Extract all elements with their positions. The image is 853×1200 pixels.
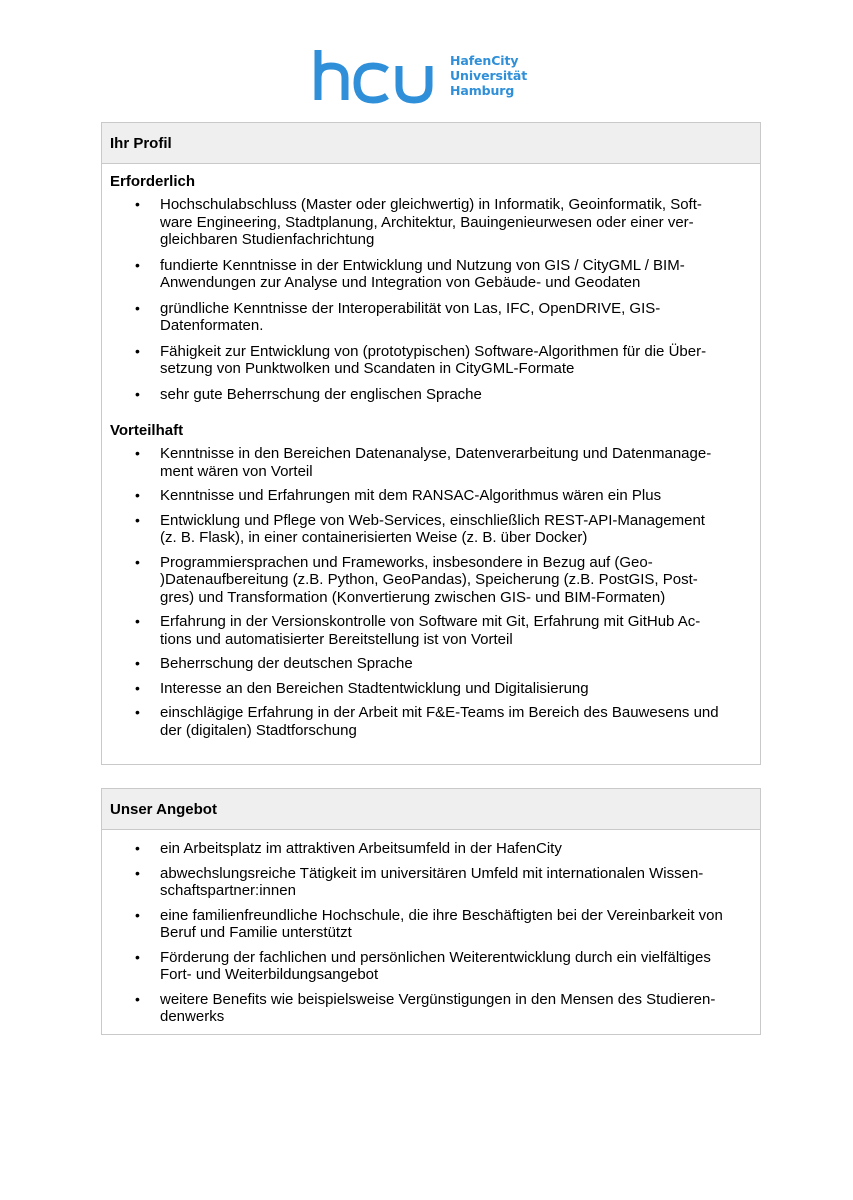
list-item-line: sehr gute Beherrschung der englischen Sprache: [160, 385, 482, 403]
advantage-list: [102, 445, 760, 739]
list-item: [102, 991, 760, 1026]
list-item: [102, 840, 760, 858]
bullet-icon: •: [135, 299, 140, 316]
list-item: [102, 907, 760, 942]
list-item-line: Beherrschung der deutschen Sprache: [160, 655, 413, 672]
list-item-line: einschlägige Erfahrung in der Arbeit mit F&E-Teams im Bereich des Bauwesens und: [160, 704, 719, 721]
bullet-icon: •: [135, 864, 140, 881]
bullet-icon: •: [135, 385, 140, 402]
list-item-line: denwerks: [160, 1008, 225, 1025]
bullet-icon: •: [135, 342, 140, 359]
list-item-line: schaftspartner:innen: [160, 882, 296, 899]
logo-line-3: Hamburg: [450, 83, 515, 98]
bullet-icon: •: [135, 487, 140, 503]
list-item-line: weitere Benefits wie beispielsweise Vergünstigungen in den Mensen des Studieren-: [160, 990, 716, 1008]
list-item: [102, 680, 760, 698]
bullet-icon: •: [135, 840, 140, 856]
required-list: [102, 196, 760, 403]
list-item-line: Kenntnisse und Erfahrungen mit dem RANSAC-Algorithmus wären ein Plus: [160, 487, 662, 504]
list-item-line: Fort- und Weiterbildungsangebot: [160, 966, 379, 983]
list-item-line: Beruf und Familie unterstützt: [160, 924, 352, 941]
bullet-icon: •: [135, 679, 140, 696]
list-item: [102, 554, 760, 607]
list-item: [102, 704, 760, 739]
logo-wordmark: [450, 53, 527, 98]
list-item-line: ein Arbeitsplatz im attraktiven Arbeitsumfeld in der HafenCity: [160, 840, 562, 857]
list-item: [102, 300, 760, 335]
list-item-line: ment wären von Vorteil: [160, 462, 313, 480]
list-item-line: gleichbaren Studienfachrichtung: [160, 231, 375, 248]
list-item-line: )Datenaufbereitung (z.B. Python, GeoPandas), Speicherung (z.B. PostGIS, Post-: [160, 571, 698, 588]
list-item-line: abwechslungsreiche Tätigkeit im universitären Umfeld mit internationalen Wissen-: [160, 864, 704, 882]
list-item-line: setzung von Punktwolken und Scandaten in CityGML-Formate: [160, 360, 575, 377]
list-item: [102, 512, 760, 547]
logo-line-2: Universität: [450, 68, 528, 83]
offer-section-title: Unser Angebot: [102, 789, 760, 830]
bullet-icon: •: [135, 906, 140, 923]
list-item-line: Kenntnisse in den Bereichen Datenanalyse, Datenverarbeitung und Datenmanage-: [160, 445, 712, 462]
list-item-line: (z. B. Flask), in einer containerisierten Weise (z. B. über Docker): [160, 529, 588, 546]
list-item-line: Förderung der fachlichen und persönlichen Weiterentwicklung durch ein vielfältiges: [160, 948, 711, 966]
bullet-icon: •: [135, 613, 140, 629]
list-item: [102, 613, 760, 648]
list-item: [102, 445, 760, 480]
list-item-line: der (digitalen) Stadtforschung: [160, 721, 357, 739]
list-item-line: tions und automatisierter Bereitstellung ist von Vorteil: [160, 630, 513, 648]
list-item-line: gründliche Kenntnisse der Interoperabilität von Las, IFC, OpenDRIVE, GIS-: [160, 299, 661, 317]
bullet-icon: •: [135, 990, 140, 1007]
hcu-logo-mark: [313, 48, 441, 104]
list-item: [102, 386, 760, 404]
list-item-line: Programmiersprachen und Frameworks, insbesondere in Bezug auf (Geo-: [160, 553, 653, 571]
logo-line-1: HafenCity: [450, 53, 519, 68]
bullet-icon: •: [135, 445, 140, 461]
hcu-logo: [313, 48, 528, 106]
bullet-icon: •: [135, 553, 140, 570]
list-item-line: Hochschulabschluss (Master oder gleichwertig) in Informatik, Geoinformatik, Soft-: [160, 196, 702, 213]
list-item-line: Fähigkeit zur Entwicklung von (prototypischen) Software-Algorithmen für die Über-: [160, 342, 707, 360]
profile-section: [101, 122, 761, 765]
list-item: [102, 865, 760, 900]
offer-list: [102, 840, 760, 1026]
bullet-icon: •: [135, 511, 140, 528]
list-item: [102, 487, 760, 505]
list-item-line: fundierte Kenntnisse in der Entwicklung und Nutzung von GIS / CityGML / BIM-: [160, 256, 685, 274]
bullet-icon: •: [135, 948, 140, 965]
required-heading: Erforderlich: [110, 173, 196, 190]
offer-section: [101, 788, 761, 1035]
advantage-heading: Vorteilhaft: [110, 422, 184, 439]
list-item-line: Interesse an den Bereichen Stadtentwicklung und Digitalisierung: [160, 679, 589, 697]
list-item: [102, 196, 760, 249]
list-item: [102, 257, 760, 292]
list-item-line: Entwicklung und Pflege von Web-Services, einschließlich REST-API-Management: [160, 511, 705, 529]
list-item: [102, 655, 760, 673]
list-item-line: gres) und Transformation (Konvertierung zwischen GIS- und BIM-Formaten): [160, 588, 666, 606]
profile-section-title: Ihr Profil: [102, 123, 760, 164]
bullet-icon: •: [135, 704, 140, 720]
list-item: [102, 343, 760, 378]
bullet-icon: •: [135, 655, 140, 671]
list-item-line: Datenformaten.: [160, 317, 264, 334]
list-item-line: Erfahrung in der Versionskontrolle von Software mit Git, Erfahrung mit GitHub Ac-: [160, 613, 701, 630]
list-item-line: Anwendungen zur Analyse und Integration von Gebäude- und Geodaten: [160, 274, 641, 291]
list-item-line: ware Engineering, Stadtplanung, Architektur, Bauingenieurwesen oder einer ver-: [160, 213, 694, 231]
bullet-icon: •: [135, 256, 140, 273]
list-item: [102, 949, 760, 984]
bullet-icon: •: [135, 196, 140, 212]
list-item-line: eine familienfreundliche Hochschule, die ihre Beschäftigten bei der Vereinbarkeit von: [160, 906, 723, 924]
